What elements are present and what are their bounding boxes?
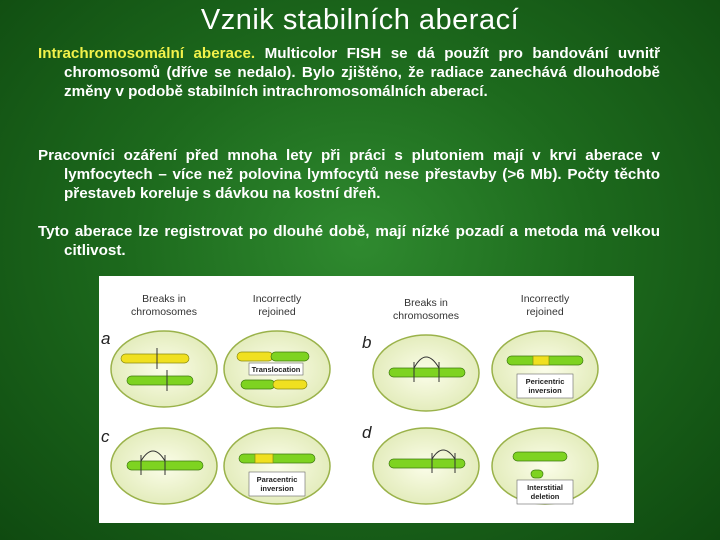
header-rejoined-left-2: rejoined bbox=[258, 306, 296, 318]
header-rejoined-right-2: rejoined bbox=[526, 306, 564, 318]
label-pericentric-1: Pericentric bbox=[525, 377, 565, 386]
label-interstitial-1: Interstitial bbox=[527, 483, 563, 492]
header-rejoined-left-1: Incorrectly bbox=[252, 293, 302, 305]
panel-letter-c: c bbox=[101, 427, 110, 446]
header-breaks-right-2: chromosomes bbox=[393, 310, 459, 322]
label-pericentric-2: inversion bbox=[528, 386, 562, 395]
paragraph-text: Multicolor FISH se dá použít pro bandování uvnitř chromosomů (dříve se nedalo). Bylo zjištěno, že radiace zanechává dlouhodobě změny v podobě stabilních intrachromosomálních aberací. bbox=[64, 45, 661, 100]
paragraph-intrachromosomal bbox=[38, 44, 660, 101]
label-paracentric-2: inversion bbox=[260, 484, 294, 493]
panel-letter-a: a bbox=[101, 329, 111, 348]
chromosome-green bbox=[389, 459, 465, 468]
label-interstitial-2: deletion bbox=[530, 492, 560, 501]
chromosome-inverted bbox=[255, 454, 273, 463]
label-translocation: Translocation bbox=[251, 365, 301, 374]
label-paracentric-1: Paracentric bbox=[256, 475, 298, 484]
header-breaks-left-2: chromosomes bbox=[131, 306, 197, 318]
chromosome-green bbox=[241, 380, 275, 389]
header-breaks-left-1: Breaks in bbox=[142, 293, 186, 305]
header-rejoined-right-1: Incorrectly bbox=[520, 293, 570, 305]
paragraph-highlight: Intrachromosomální aberace. bbox=[38, 45, 256, 62]
panel-c bbox=[111, 428, 330, 504]
chromosome-yellow bbox=[121, 354, 189, 363]
header-breaks-right-1: Breaks in bbox=[404, 297, 448, 309]
chromosome-green bbox=[513, 452, 567, 461]
paragraph-plutonium-workers: Pracovníci ozáření před mnoha lety při práci s plutoniem mají v krvi aberace v lymfocytech – více než polovina lymfocytů nese přestavby (>6 Mb). Počty těchto přestaveb koreluje s dávkou na kostní dřeň. bbox=[38, 147, 660, 202]
panel-letter-b: b bbox=[362, 333, 372, 352]
paragraph-sensitivity: Tyto aberace lze registrovat po dlouhé době, mají nízké pozadí a metoda má velkou citlivost. bbox=[38, 223, 660, 259]
aberration-diagram bbox=[99, 276, 634, 523]
panel-a bbox=[111, 331, 330, 407]
chromosome-fragment bbox=[531, 470, 543, 478]
chromosome-yellow bbox=[237, 352, 273, 361]
panel-b bbox=[373, 331, 598, 411]
slide-title: Vznik stabilních aberací bbox=[200, 4, 520, 36]
chromosome-inverted bbox=[533, 356, 549, 365]
chromosome-green bbox=[271, 352, 309, 361]
chromosome-yellow bbox=[273, 380, 307, 389]
chromosome-green bbox=[389, 368, 465, 377]
cell-a-breaks bbox=[111, 331, 217, 407]
chromosome-green bbox=[127, 376, 193, 385]
chromosome-green bbox=[239, 454, 315, 463]
panel-d bbox=[373, 428, 598, 504]
panel-letter-d: d bbox=[362, 423, 372, 442]
aberration-figure bbox=[99, 276, 634, 523]
